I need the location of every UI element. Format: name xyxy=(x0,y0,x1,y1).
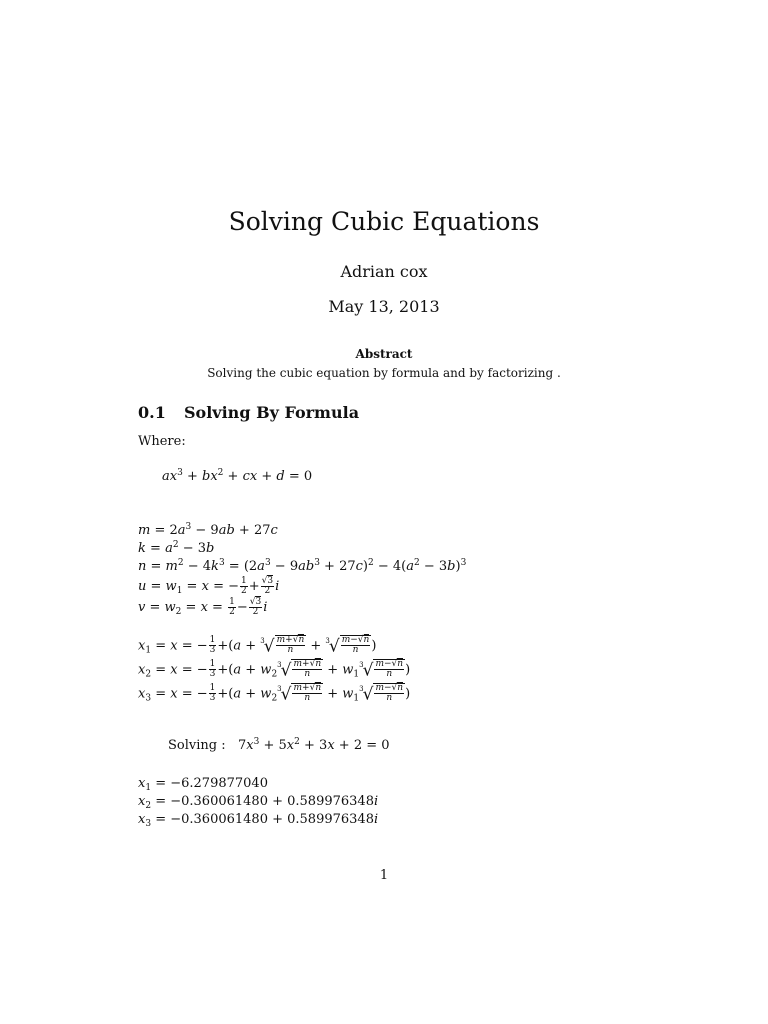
section-title: Solving By Formula xyxy=(184,403,360,422)
example-label: Solving : xyxy=(168,738,226,753)
equation-n: $n = m^2 - 4k^3 = (2a^3 - 9ab^3 + 27c)^2 - 4(a^2 - 3b)^3$ xyxy=(138,558,467,574)
abstract-text: Solving the cubic equation by formula and by factorizing . xyxy=(207,366,561,380)
section-heading xyxy=(138,403,359,422)
equation-x1: $x_1 = x$ = − $\frac{1}{3}$ +(a + $^3$√ $\frac{m+√n}{n}$ + $^3$√ $\frac{m-√n}{n}$ ) xyxy=(138,635,377,657)
solution-x1: $x_1 = -6.279877040$ xyxy=(138,776,268,793)
equation-k: $k = a^2 - 3b$ xyxy=(138,540,215,556)
page-number: 1 xyxy=(379,868,389,883)
solution-x2: $x_2 = -0.360061480 + 0.589976348i$ xyxy=(138,794,379,811)
where-label: Where: xyxy=(138,434,186,449)
equation-v: $v = w_2 = x$ = $\frac{1}{2}$ − $\frac{√3}{2}$ i xyxy=(138,597,268,617)
abstract-heading: Abstract xyxy=(355,347,413,361)
equation-cubic: $ax^3 + bx^2$ + cx + d = 0 xyxy=(162,468,313,484)
equation-m: $m = 2a^3 - 9ab + 27c$ xyxy=(138,522,278,538)
equation-u: $u = w_1 = x$ = − $\frac{1}{2}$ + $\frac{√3}{2}$ i xyxy=(138,576,280,596)
equation-x3: $x_3 = x$ = − $\frac{1}{3}$ $+(a + w_2^3√$ $\frac{m+√n}{n}$ + $w_1^3√$ $\frac{m-√n}{n}$ ) xyxy=(138,683,411,705)
document-title: Solving Cubic Equations xyxy=(228,207,540,236)
section-number: 0.1 xyxy=(138,403,166,422)
example-line: Solving : $7x^3 + 5x^2 + 3x + 2 = 0$ xyxy=(168,737,390,753)
document-author: Adrian cox xyxy=(340,262,428,281)
document-date: May 13, 2013 xyxy=(328,297,440,316)
solution-x3: $x_3 = -0.360061480 + 0.589976348i$ xyxy=(138,812,379,829)
equation-x2: $x_2 = x$ = − $\frac{1}{3}$ $+(a + w_2^3√$ $\frac{m+√n}{n}$ + $w_1^3√$ $\frac{m-√n}{n}$ ) xyxy=(138,659,411,681)
